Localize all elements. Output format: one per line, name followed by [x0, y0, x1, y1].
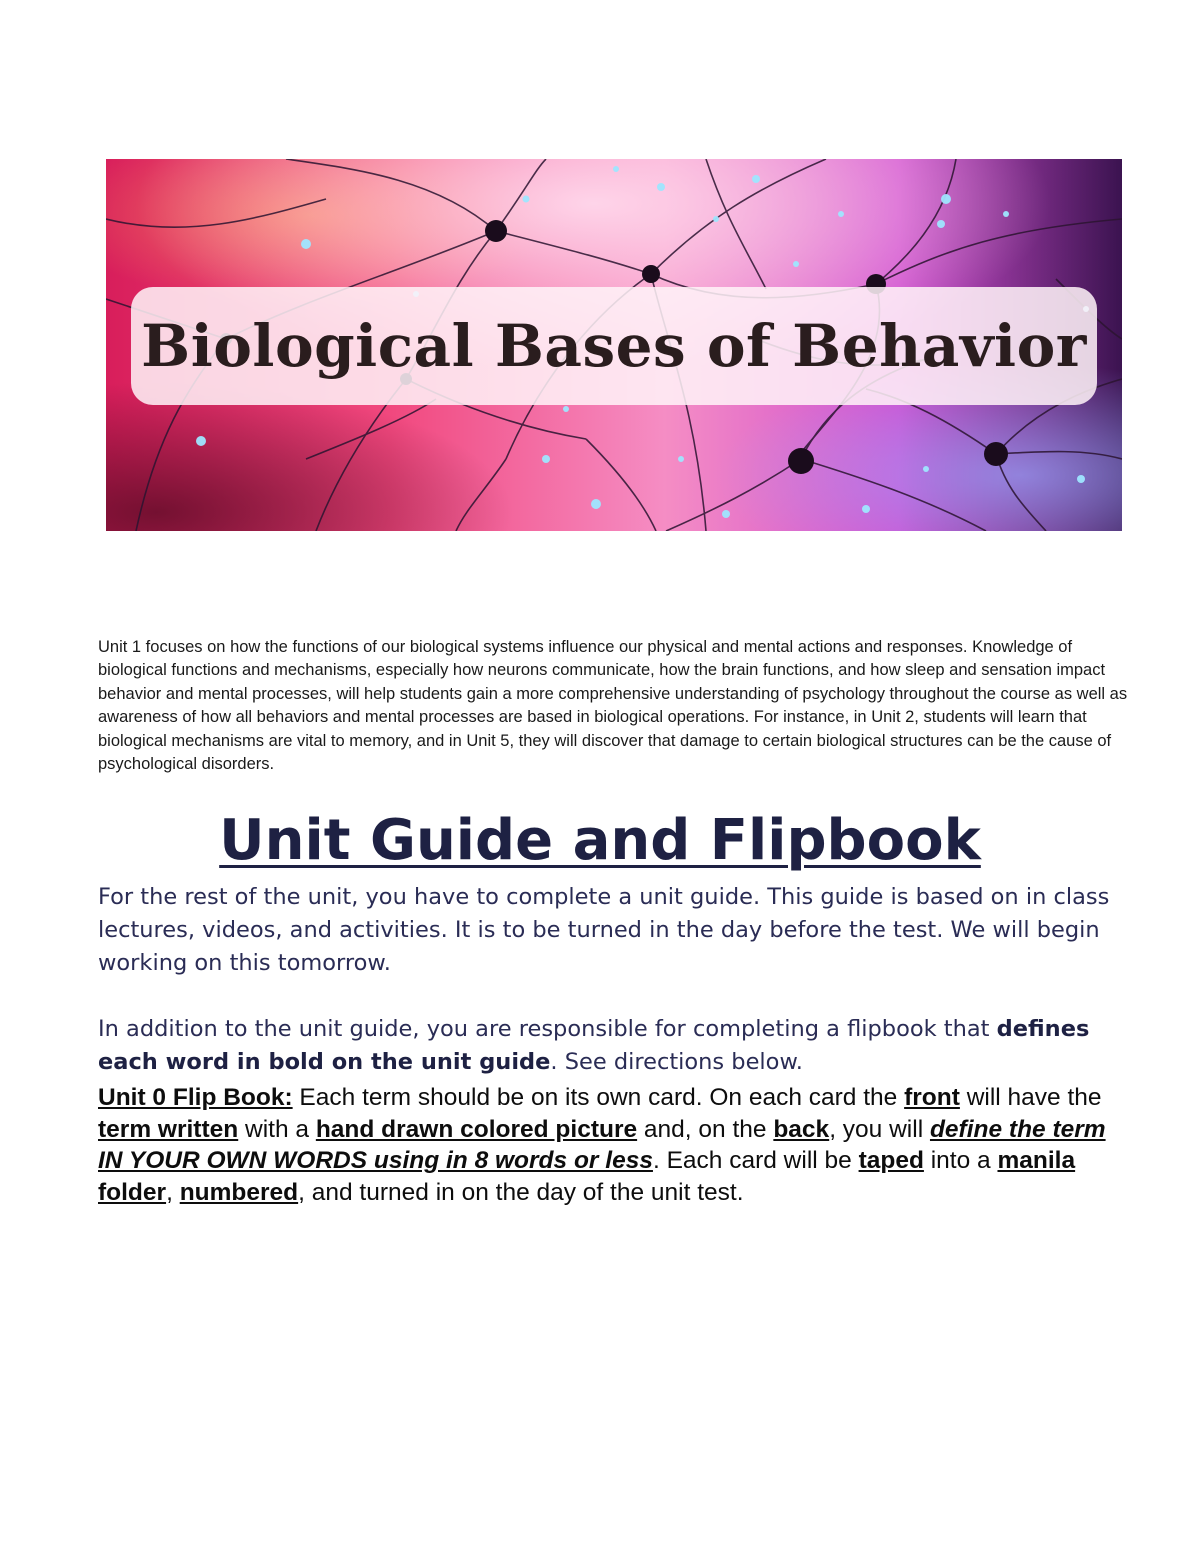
directions-text: into a [923, 1147, 998, 1174]
emphasis-back: back [773, 1115, 830, 1143]
directions-text: , [166, 1178, 180, 1206]
emphasis-front: front [904, 1084, 960, 1111]
directions-text: , and turned in on the day of the unit test. [298, 1178, 744, 1206]
intro-paragraph: Unit 1 focuses on how the functions of our biological systems influence our physical and mental actions and responses. Knowledge of biological functions and mechanisms, especially how neurons communicate, how the brain functions, and how sleep and sensation impact behavior and mental processes, will help students gain a more comprehensive understanding of psychology throughout the course as well as awareness of how all behaviors and mental processes are based in biological operations. For instance, in Unit 2, students will learn that biological mechanisms are vital to memory, and in Unit 5, they will discover that damage to certain biological structures can be the cause of psychological disorders. [98, 638, 1128, 774]
section-heading [0, 806, 1200, 876]
banner-image [106, 159, 1122, 531]
section-heading-text: Unit Guide and Flipbook [219, 808, 981, 873]
directions-text: and, on the [637, 1115, 774, 1143]
flipbook-intro-text-end: . See directions below. [550, 1049, 803, 1075]
emphasis-numbered: numbered [179, 1178, 299, 1206]
directions-text: . Each card will be [652, 1147, 859, 1174]
unit-guide-paragraph: For the rest of the unit, you have to complete a unit guide. This guide is based on in class lectures, videos, and activities. It is to be turned in the day before the test. We will begin working on this tomorrow. [98, 884, 1110, 976]
banner-title-box [131, 287, 1097, 405]
flipbook-directions [98, 1082, 1128, 1208]
flipbook-intro-bold: defines each word in bold on the unit guide [98, 1016, 1090, 1075]
flipbook-intro-paragraph [98, 1013, 1138, 1079]
flipbook-label: Unit 0 Flip Book: [98, 1084, 293, 1111]
directions-text: with a [238, 1115, 316, 1143]
emphasis-define: define the term IN YOUR OWN WORDS using in 8 words or less [98, 1115, 1106, 1174]
banner-title: Biological Bases of Behavior [141, 312, 1087, 380]
flipbook-intro-text: In addition to the unit guide, you are responsible for completing a flipbook that [98, 1016, 997, 1042]
directions-text: Each term should be on its own card. On each card the [292, 1084, 905, 1111]
emphasis-term-written: term written [98, 1115, 239, 1143]
directions-text: will have the [959, 1084, 1102, 1111]
directions-text: , you will [829, 1115, 930, 1143]
emphasis-taped: taped [858, 1147, 924, 1174]
emphasis-folder: manila folder [98, 1147, 1076, 1206]
emphasis-picture: hand drawn colored picture [315, 1115, 638, 1143]
